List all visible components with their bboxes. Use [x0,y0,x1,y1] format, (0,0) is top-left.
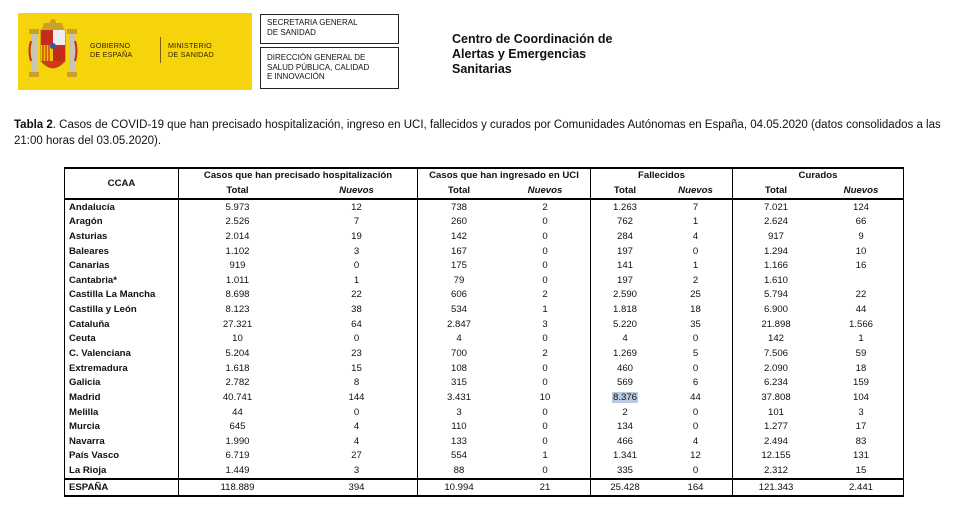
table-cell: 466 [616,435,633,447]
table-cell: 7 [296,215,418,230]
header-nuevos: Nuevos [819,184,904,200]
table-cell: 0 [296,405,418,420]
table-cell: 133 [450,435,467,447]
table-cell: 2.090 [763,362,788,374]
region-name: Navarra [65,435,179,450]
header-nuevos: Nuevos [500,184,591,200]
table-cell: 0 [500,376,591,391]
table-row [65,376,904,391]
table-cell: 15 [296,361,418,376]
table-cell: 284 [616,230,633,242]
table-cell: 27 [296,449,418,464]
highlighted-value: 8.376 [612,391,637,403]
caption-text: . Casos de COVID-19 que han precisado hospitalización, ingreso en UCI, fallecidos y curados por Comunidades Autónomas en España, 04.05.2020 (datos consolidados a las 21:00 horas del 03.05.2020). [14,119,941,147]
table-cell: 2 [500,288,591,303]
table-cell: 0 [500,361,591,376]
table-cell: 1.269 [612,348,637,359]
table-cell: 197 [616,274,633,286]
table-cell: 260 [450,216,467,228]
table-cell: 10 [232,333,243,345]
table-cell: 0 [500,420,591,435]
table-cell: 2.494 [763,435,788,447]
table-cell: 335 [616,465,633,477]
table-cell: 141 [616,260,633,272]
table-cell: 0 [500,273,591,288]
direccion-box: DIRECCIÓN GENERAL DE SALUD PÚBLICA, CALIDAD E INNOVACIÓN [260,47,399,89]
table-cell: 124 [819,199,904,215]
table-cell: 37.808 [761,391,791,403]
table-cell: 64 [296,317,418,332]
region-name: Castilla y León [65,303,179,318]
table-cell: 19 [296,230,418,245]
table-cell: 0 [500,259,591,274]
table-cell: 1.449 [225,465,250,477]
table-cell: 144 [296,391,418,406]
region-name: Extremadura [65,361,179,376]
table-cell: 4 [456,333,462,345]
ministerio-label: MINISTERIO DE SANIDAD [168,41,214,59]
table-cell [819,273,904,288]
table-cell: 0 [659,244,733,259]
table-row [65,405,904,420]
table-row [65,361,904,376]
table-cell: 9 [819,230,904,245]
header-nuevos: Nuevos [296,184,418,200]
table-cell: 2 [622,406,628,418]
total-cell: 121.343 [733,479,820,496]
table-cell: 38 [296,303,418,318]
table-cell: 2.526 [225,216,250,228]
table-cell: 0 [659,361,733,376]
table-cell: 7.021 [763,201,788,213]
table-row [65,332,904,347]
total-cell: 394 [296,479,418,496]
table-cell: 315 [450,377,467,389]
table-cell: 6.719 [225,450,250,462]
table-cell: 83 [819,435,904,450]
table-row [65,317,904,332]
table-row [65,464,904,480]
table-row [65,391,904,406]
table-cell: 44 [659,391,733,406]
region-name: Melilla [65,405,179,420]
region-name: Asturias [65,230,179,245]
table-cell: 554 [450,450,467,462]
table-cell: 569 [616,377,633,389]
table-cell: 142 [450,230,467,242]
table-cell: 1.294 [763,245,788,257]
coat-of-arms-icon [28,17,78,85]
table-cell: 6.234 [763,377,788,389]
region-name: Canarias [65,259,179,274]
table-cell: 27.321 [222,318,253,330]
table-cell: 18 [819,361,904,376]
region-name: Cataluña [65,317,179,332]
table-cell: 1.990 [225,435,250,447]
table-cell: 159 [819,376,904,391]
table-cell: 3 [456,406,462,418]
table-cell: 700 [450,348,467,359]
header-group-fallecidos: Fallecidos [591,168,733,184]
table-cell: 0 [659,405,733,420]
table-cell: 16 [819,259,904,274]
table-cell: 2 [659,273,733,288]
table-cell: 23 [296,347,418,362]
table-cell: 66 [819,215,904,230]
header-group-hospitalizacion: Casos que han precisado hospitalización [179,168,418,184]
table-cell: 7.506 [763,348,788,359]
table-cell: 1.610 [763,274,788,286]
header-total: Total [733,184,820,200]
region-name: Ceuta [65,332,179,347]
region-name: La Rioja [65,464,179,480]
total-cell: 2.441 [819,479,904,496]
table-row [65,420,904,435]
table-row [65,449,904,464]
table-cell: 5.204 [225,348,250,359]
table-row [65,259,904,274]
table-cell: 534 [450,304,467,316]
table-cell: 917 [767,230,784,242]
table-cell: 2.014 [225,230,250,242]
table-cell: 606 [450,289,467,301]
table-cell: 40.741 [222,391,253,403]
secretaria-box: SECRETARIA GENERAL DE SANIDAD [260,14,399,44]
table-cell: 21.898 [761,318,791,330]
table-cell: 12 [659,449,733,464]
table-cell: 2.312 [763,465,788,477]
region-name: Cantabria* [65,273,179,288]
table-cell: 167 [450,245,467,257]
table-cell: 18 [659,303,733,318]
table-cell: 175 [450,260,467,272]
table-cell: 1 [659,215,733,230]
table-cell: 1 [659,259,733,274]
total-cell: 164 [659,479,733,496]
table-cell: 0 [500,215,591,230]
table-cell: 1 [500,303,591,318]
table-cell: 2.590 [612,289,637,301]
table-cell: 8.698 [225,289,250,301]
total-cell: 10.994 [418,479,501,496]
region-name: C. Valenciana [65,347,179,362]
table-row [65,199,904,215]
table-row [65,230,904,245]
header-nuevos: Nuevos [659,184,733,200]
table-cell: 59 [819,347,904,362]
total-label: ESPAÑA [65,479,179,496]
table-cell: 4 [659,230,733,245]
table-cell: 2.782 [225,377,250,389]
table-cell: 3 [296,464,418,480]
table-cell: 0 [500,405,591,420]
table-cell: 5.973 [225,201,250,213]
table-cell: 101 [767,406,784,418]
table-cell: 0 [659,464,733,480]
header-total: Total [418,184,501,200]
table-cell: 1 [500,449,591,464]
table-cell: 79 [453,274,465,286]
table-cell: 1.818 [612,304,637,316]
table-cell: 44 [232,406,243,418]
header-group-curados: Curados [733,168,904,184]
table-cell: 1.566 [819,317,904,332]
table-cell: 2.847 [446,318,471,330]
table-cell: 0 [296,332,418,347]
table-cell: 6.900 [763,304,788,316]
table-cell: 645 [229,421,246,433]
table-cell: 10 [500,391,591,406]
region-name: Baleares [65,244,179,259]
table-cell: 10 [819,244,904,259]
table-cell: 5 [659,347,733,362]
table-cell: 1.166 [763,260,788,272]
table-cell: 5.794 [763,289,788,301]
table-cell: 3 [819,405,904,420]
header-total: Total [179,184,297,200]
table-cell: 0 [500,464,591,480]
table-cell: 3 [500,317,591,332]
region-name: Castilla La Mancha [65,288,179,303]
header-group-uci: Casos que han ingresado en UCI [418,168,591,184]
gobierno-label: GOBIERNO DE ESPAÑA [90,41,133,59]
total-cell: 21 [500,479,591,496]
table-cell: 0 [659,332,733,347]
table-cell: 2 [500,347,591,362]
table-cell: 4 [296,435,418,450]
table-cell: 1.263 [612,201,637,213]
table-cell: 7 [659,199,733,215]
region-name: Madrid [65,391,179,406]
center-title: Centro de Coordinación de Alertas y Emergencias Sanitarias [452,32,613,76]
table-cell: 0 [500,230,591,245]
region-name: País Vasco [65,449,179,464]
table-cell: 0 [659,420,733,435]
table-cell: 134 [616,421,633,433]
table-cell: 2 [500,199,591,215]
table-cell: 108 [450,362,467,374]
table-cell: 1.618 [225,362,250,374]
table-cell: 12 [296,199,418,215]
table-cell: 4 [296,420,418,435]
header-ccaa: CCAA [65,168,179,199]
table-row [65,273,904,288]
table-cell: 1.277 [763,421,788,433]
region-name: Aragón [65,215,179,230]
table-cell: 35 [659,317,733,332]
header-total: Total [591,184,660,200]
table-cell: 142 [767,333,784,345]
table-cell: 3 [296,244,418,259]
total-cell: 25.428 [591,479,660,496]
table-cell: 0 [500,244,591,259]
table-cell: 6 [659,376,733,391]
table-cell: 15 [819,464,904,480]
table-cell: 17 [819,420,904,435]
table-cell: 197 [616,245,633,257]
table-cell: 104 [819,391,904,406]
table-cell: 1.011 [225,274,250,286]
table-cell: 131 [819,449,904,464]
table-cell: 8 [296,376,418,391]
table-row [65,435,904,450]
caption-label: Tabla 2 [14,119,53,131]
table-cell: 1 [819,332,904,347]
table-cell: 0 [500,435,591,450]
logo-divider [160,37,161,63]
table-cell: 2.624 [763,216,788,228]
table-cell: 5.220 [612,318,637,330]
government-logo [18,13,252,90]
region-name: Andalucía [65,199,179,215]
table-cell: 12.155 [761,450,791,462]
table-cell: 88 [453,465,465,477]
table-cell: 4 [659,435,733,450]
table-cell: 1 [296,273,418,288]
table-cell: 1.341 [612,450,637,462]
table-cell: 25 [659,288,733,303]
table-cell: 0 [500,332,591,347]
table-row [65,288,904,303]
table-cell: 1.102 [225,245,250,257]
table-cell: 8.123 [225,304,250,316]
table-cell: 460 [616,362,633,374]
table-row [65,215,904,230]
table-cell: 4 [622,333,628,345]
region-name: Galicia [65,376,179,391]
covid-table [64,167,904,497]
table-cell: 738 [450,201,467,213]
table-row [65,303,904,318]
table-cell: 3.431 [446,391,471,403]
table-cell: 44 [819,303,904,318]
table-cell [591,391,660,406]
total-cell: 118.889 [179,479,297,496]
region-name: Murcia [65,420,179,435]
table-cell: 0 [296,259,418,274]
table-cell: 919 [229,260,246,272]
table-caption [14,117,959,149]
table-cell: 762 [616,216,633,228]
table-cell: 110 [451,421,467,433]
table-row [65,244,904,259]
table-cell: 22 [296,288,418,303]
table-row [65,347,904,362]
table-cell: 22 [819,288,904,303]
